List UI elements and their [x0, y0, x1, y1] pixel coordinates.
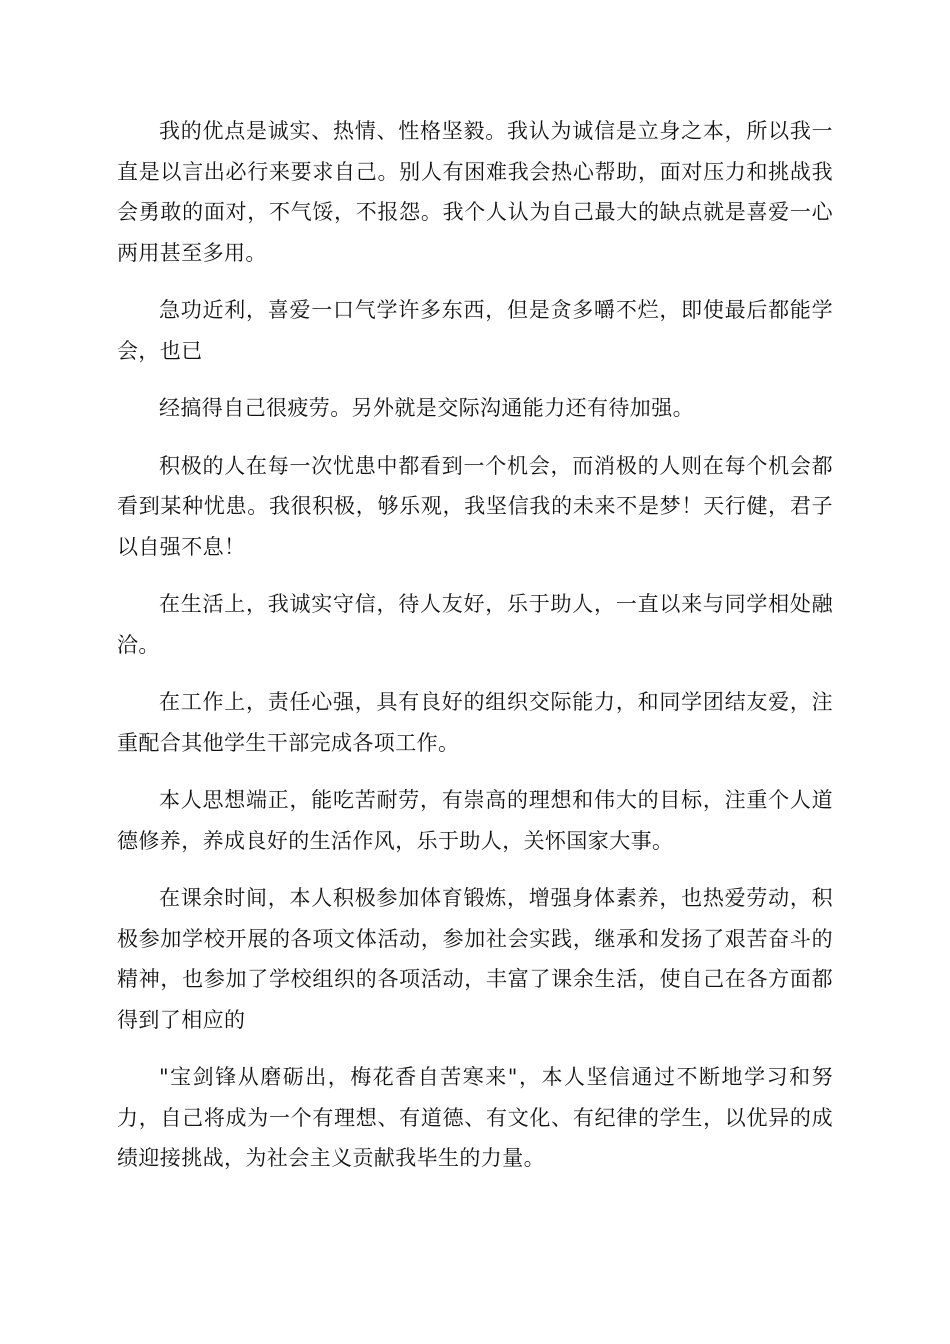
paragraph-character: 本人思想端正，能吃苦耐劳，有崇高的理想和伟大的目标，注重个人道德修养，养成良好的生活作风，乐于助人，关怀国家大事。	[117, 788, 833, 853]
paragraph-life: 在生活上，我诚实守信，待人友好，乐于助人，一直以来与同学相处融洽。	[117, 592, 833, 657]
paragraph-extracurricular: 在课余时间，本人积极参加体育锻炼，增强身体素养，也热爱劳动，积极参加学校开展的各项文体活动，参加社会实践，继承和发扬了艰苦奋斗的精神，也参加了学校组织的各项活动，丰富了课余生活，使自己在各方面都得到了相应的	[117, 886, 833, 1032]
paragraph-impatience: 急功近利，喜爱一口气学许多东西，但是贪多嚼不烂，即使最后都能学会，也已	[117, 298, 833, 363]
paragraph-fatigue: 经搞得自己很疲劳。另外就是交际沟通能力还有待加强。	[159, 396, 694, 420]
paragraph-conclusion: "宝剑锋从磨砺出，梅花香自苦寒来"，本人坚信通过不断地学习和努力，自己将成为一个有理想、有道德、有文化、有纪律的学生，以优异的成绩迎接挑战，为社会主义贡献我毕生的力量。	[117, 1065, 833, 1170]
paragraph-work: 在工作上，责任心强，具有良好的组织交际能力，和同学团结友爱，注重配合其他学生干部完成各项工作。	[117, 690, 833, 755]
paragraph-positivity: 积极的人在每一次忧患中都看到一个机会，而消极的人则在每个机会都看到某种忧患。我很积极，够乐观，我坚信我的未来不是梦！天行健，君子以自强不息！	[117, 453, 833, 559]
document-page	[117, 111, 833, 1196]
paragraph-strengths: 我的优点是诚实、热情、性格坚毅。我认为诚信是立身之本，所以我一直是以言出必行来要求自己。别人有困难我会热心帮助，面对压力和挑战我会勇敢的面对，不气馁，不报怨。我个人认为自己最大的缺点就是喜爱一心两用甚至多用。	[117, 119, 833, 265]
